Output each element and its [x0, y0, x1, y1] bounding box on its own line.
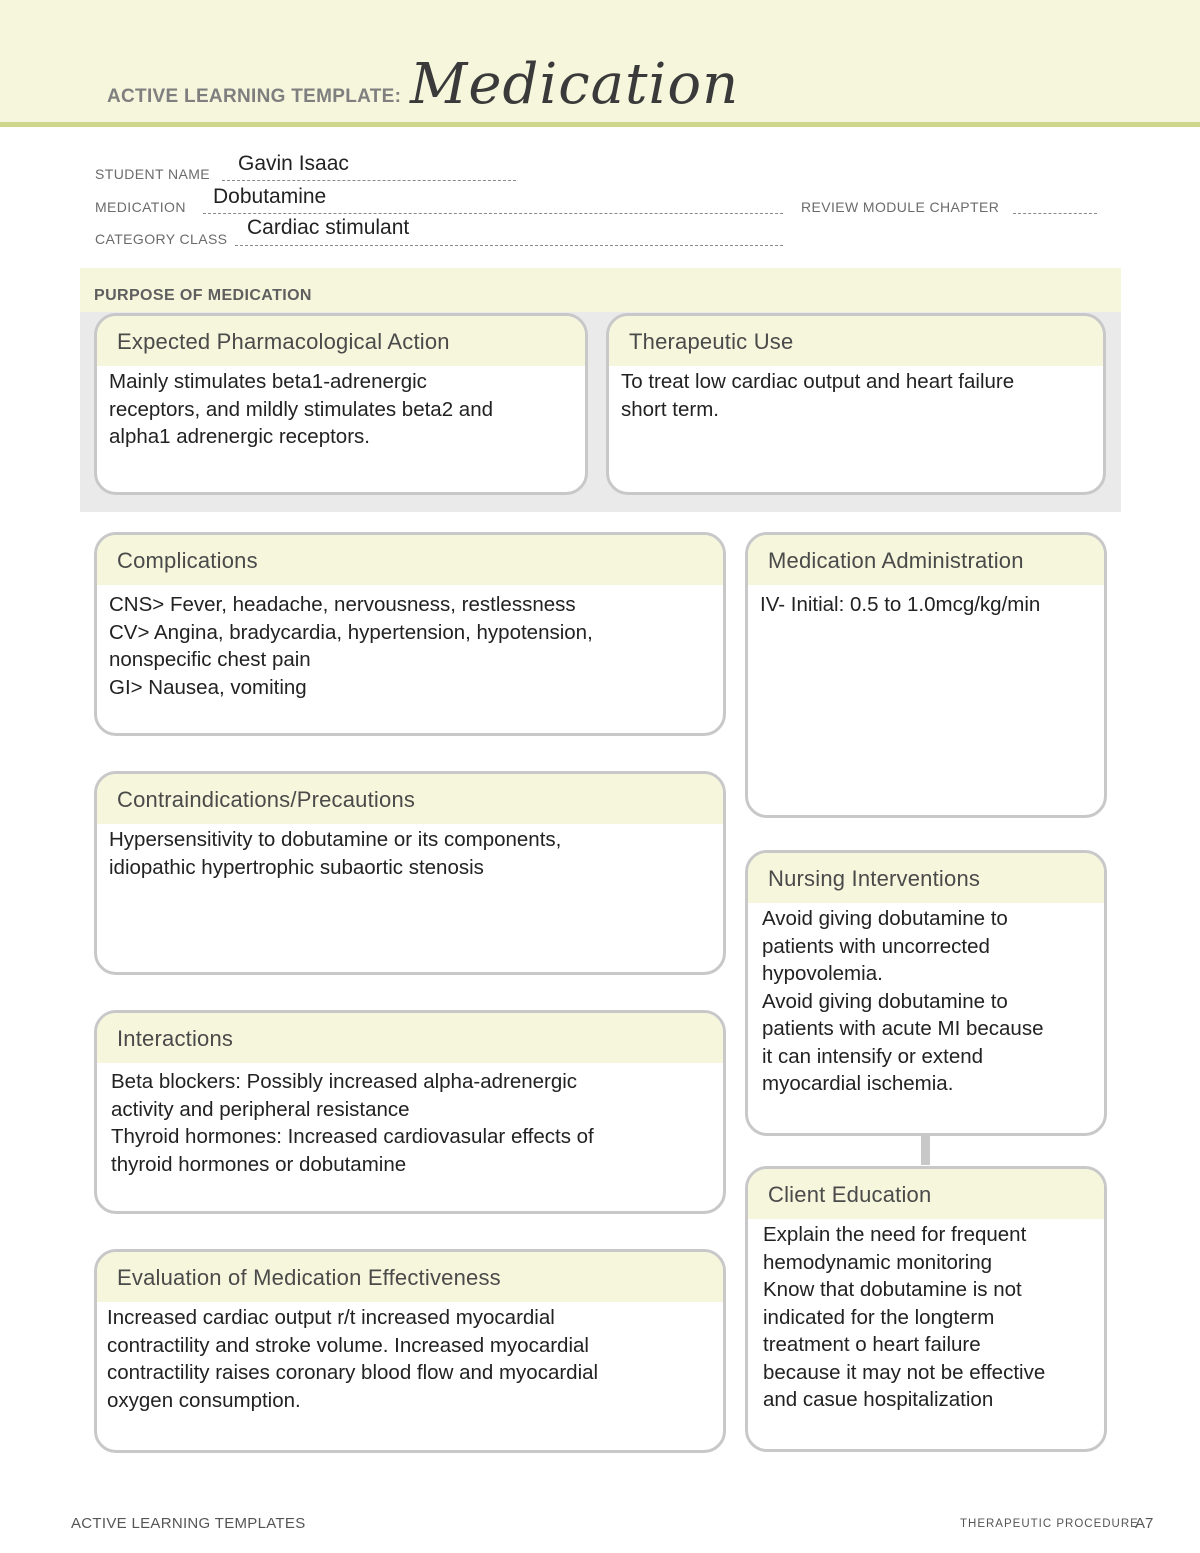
- interactions-title: Interactions: [97, 1013, 723, 1063]
- header-rule: [0, 122, 1200, 127]
- text-line: Hypersensitivity to dobutamine or its components,: [109, 828, 562, 851]
- text-line: because it may not be effective: [763, 1360, 1046, 1384]
- medication-administration-box: [745, 532, 1107, 818]
- text-line: short term.: [621, 397, 719, 421]
- text-line: and casue hospitalization: [763, 1388, 994, 1411]
- template-title: Medication: [410, 52, 740, 117]
- text-line: alpha1 adrenergic receptors.: [109, 425, 370, 448]
- evaluation-title: Evaluation of Medication Effectiveness: [97, 1252, 723, 1302]
- complications-box: [94, 532, 726, 736]
- interactions-text[interactable]: [97, 1063, 723, 1178]
- text-line: thyroid hormones or dobutamine: [111, 1152, 407, 1176]
- text-line: IV- Initial: 0.5 to 1.0mcg/kg/min: [760, 593, 1041, 616]
- review-module-label: REVIEW MODULE CHAPTER: [801, 199, 1000, 215]
- text-line: patients with acute MI because: [762, 1017, 1044, 1040]
- text-line: contractility and stroke volume. Increased myocardial: [107, 1333, 589, 1357]
- complications-title: Complications: [97, 535, 723, 585]
- nursing-interventions-box: [745, 850, 1107, 1136]
- evaluation-box: [94, 1249, 726, 1453]
- footer-page-number: A7: [1135, 1515, 1154, 1532]
- text-line: Thyroid hormones: Increased cardiovasular effects of: [111, 1125, 594, 1148]
- medication-value[interactable]: Dobutamine: [213, 185, 327, 208]
- category-class-line: [235, 245, 783, 246]
- complications-text[interactable]: [97, 585, 723, 701]
- medication-line: [203, 213, 783, 214]
- expected-action-box: [94, 313, 588, 495]
- text-line: Know that dobutamine is not: [763, 1278, 1022, 1301]
- text-line: To treat low cardiac output and heart failure: [621, 370, 1015, 393]
- client-education-text[interactable]: [748, 1219, 1104, 1414]
- evaluation-text[interactable]: [97, 1302, 723, 1414]
- medication-administration-title: Medication Administration: [748, 535, 1104, 585]
- nursing-interventions-title: Nursing Interventions: [748, 853, 1104, 903]
- contraindications-box: [94, 771, 726, 975]
- therapeutic-use-text[interactable]: [609, 366, 1103, 423]
- text-line: treatment o heart failure: [763, 1333, 981, 1356]
- client-education-title: Client Education: [748, 1169, 1104, 1219]
- student-name-value[interactable]: Gavin Isaac: [238, 152, 349, 175]
- text-line: GI> Nausea, vomiting: [109, 675, 307, 699]
- contraindications-title: Contraindications/Precautions: [97, 774, 723, 824]
- therapeutic-use-box: [606, 313, 1106, 495]
- text-line: Avoid giving dobutamine to: [762, 989, 1008, 1013]
- client-education-box: [745, 1166, 1107, 1452]
- text-line: Explain the need for frequent: [763, 1223, 1027, 1246]
- category-class-label: CATEGORY CLASS: [95, 231, 228, 247]
- student-name-label: STUDENT NAME: [95, 166, 210, 182]
- text-line: it can intensify or extend: [762, 1044, 984, 1068]
- text-line: Mainly stimulates beta1-adrenergic: [109, 370, 427, 393]
- footer-right: THERAPEUTIC PROCEDURE: [960, 1518, 1139, 1530]
- medication-label: MEDICATION: [95, 199, 186, 215]
- review-module-line: [1013, 213, 1097, 214]
- text-line: Avoid giving dobutamine to: [762, 907, 1008, 930]
- purpose-label: PURPOSE OF MEDICATION: [94, 287, 312, 304]
- category-class-value[interactable]: Cardiac stimulant: [247, 216, 410, 239]
- therapeutic-use-title: Therapeutic Use: [609, 316, 1103, 366]
- text-line: oxygen consumption.: [107, 1388, 301, 1412]
- text-line: indicated for the longterm: [763, 1305, 995, 1329]
- text-line: CNS> Fever, headache, nervousness, restlessness: [109, 593, 576, 616]
- footer-left: ACTIVE LEARNING TEMPLATES: [71, 1515, 306, 1532]
- expected-action-text[interactable]: [97, 366, 585, 451]
- text-line: patients with uncorrected: [762, 934, 990, 958]
- nursing-interventions-text[interactable]: [748, 903, 1104, 1098]
- text-line: Beta blockers: Possibly increased alpha-adrenergic: [111, 1070, 578, 1093]
- text-line: contractility raises coronary blood flow and myocardial: [107, 1361, 599, 1384]
- box-connector: [921, 1135, 930, 1165]
- text-line: nonspecific chest pain: [109, 648, 311, 671]
- text-line: receptors, and mildly stimulates beta2 and: [109, 397, 494, 421]
- text-line: Increased cardiac output r/t increased myocardial: [107, 1306, 555, 1329]
- text-line: hypovolemia.: [762, 962, 883, 985]
- medication-administration-text[interactable]: [748, 585, 1104, 619]
- text-line: hemodynamic monitoring: [763, 1250, 993, 1274]
- text-line: activity and peripheral resistance: [111, 1097, 410, 1121]
- template-label: ACTIVE LEARNING TEMPLATE:: [107, 86, 402, 107]
- expected-action-title: Expected Pharmacological Action: [97, 316, 585, 366]
- text-line: CV> Angina, bradycardia, hypertension, hypotension,: [109, 620, 593, 644]
- text-line: myocardial ischemia.: [762, 1072, 954, 1095]
- text-line: idiopathic hypertrophic subaortic stenosis: [109, 855, 484, 879]
- contraindications-text[interactable]: [97, 824, 723, 881]
- interactions-box: [94, 1010, 726, 1214]
- student-name-line: [222, 180, 516, 181]
